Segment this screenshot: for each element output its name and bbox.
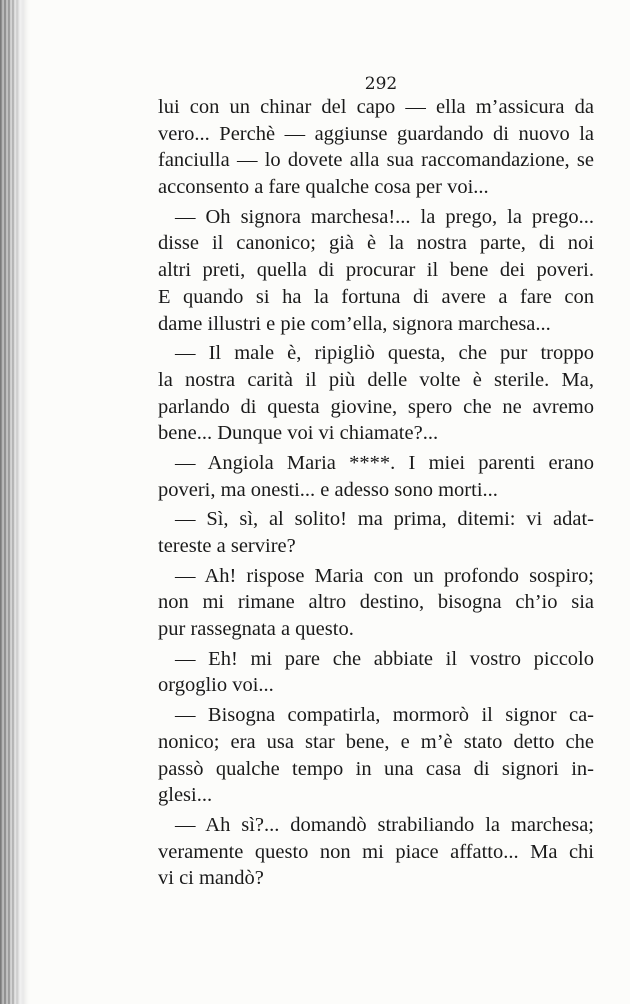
text-line: la nostra carità il più delle volte è sterile. Ma, bbox=[158, 368, 594, 391]
text-line: parlando di questa giovine, spero che ne avremo bbox=[158, 395, 594, 418]
text-line: — Bisogna compatirla, mormorò il signor ca- bbox=[175, 704, 594, 727]
text-line: glesi... bbox=[158, 784, 213, 807]
text-line: dame illustri e pie com’ella, signora marchesa... bbox=[158, 312, 551, 335]
text-line: E quando si ha la fortuna di avere a fare con bbox=[158, 285, 594, 308]
text-line: — Angiola Maria ****. I miei parenti erano bbox=[175, 451, 594, 474]
text-line: vi ci mandò? bbox=[158, 867, 264, 890]
text-line: passò qualche tempo in una casa di signori in- bbox=[158, 757, 594, 780]
text-line: bene... Dunque voi vi chiamate?... bbox=[158, 422, 439, 445]
text-line: poveri, ma onesti... e adesso sono morti... bbox=[158, 478, 498, 501]
text-line: vero... Perchè — aggiunse guardando di nuovo la bbox=[158, 122, 594, 145]
text-line: acconsento a fare qualche cosa per voi... bbox=[158, 176, 489, 199]
text-line: — Il male è, ripigliò questa, che pur troppo bbox=[175, 342, 594, 365]
page-number: 292 bbox=[364, 74, 398, 94]
text-line: — Sì, sì, al solito! ma prima, ditemi: vi adat- bbox=[175, 508, 594, 531]
text-line: — Oh signora marchesa!... la prego, la prego... bbox=[175, 205, 594, 228]
body-text bbox=[158, 94, 594, 892]
text-line: altri preti, quella di procurar il bene dei poveri. bbox=[158, 259, 594, 282]
text-line: tereste a servire? bbox=[158, 535, 296, 557]
text-line: — Ah sì?... domandò strabiliando la marchesa; bbox=[175, 813, 594, 836]
text-line: pur rassegnata a questo. bbox=[158, 618, 354, 641]
text-line: — Ah! rispose Maria con un profondo sospiro; bbox=[175, 564, 594, 587]
text-line: orgoglio voi... bbox=[158, 674, 274, 697]
text-line: lui con un chinar del capo — ella m’assicura da bbox=[158, 96, 594, 118]
text-line: — Eh! mi pare che abbiate il vostro piccolo bbox=[175, 647, 594, 670]
text-line: fanciulla — lo dovete alla sua raccomandazione, se bbox=[158, 149, 594, 172]
text-line: disse il canonico; già è la nostra parte, di noi bbox=[158, 232, 594, 255]
text-line: nonico; era usa star bene, e m’è stato detto che bbox=[158, 730, 594, 753]
text-line: non mi rimane altro destino, bisogna ch’io sia bbox=[158, 591, 594, 614]
book-binding-edge bbox=[0, 0, 30, 1004]
text-line: veramente questo non mi piace affatto... Ma chi bbox=[158, 840, 594, 863]
